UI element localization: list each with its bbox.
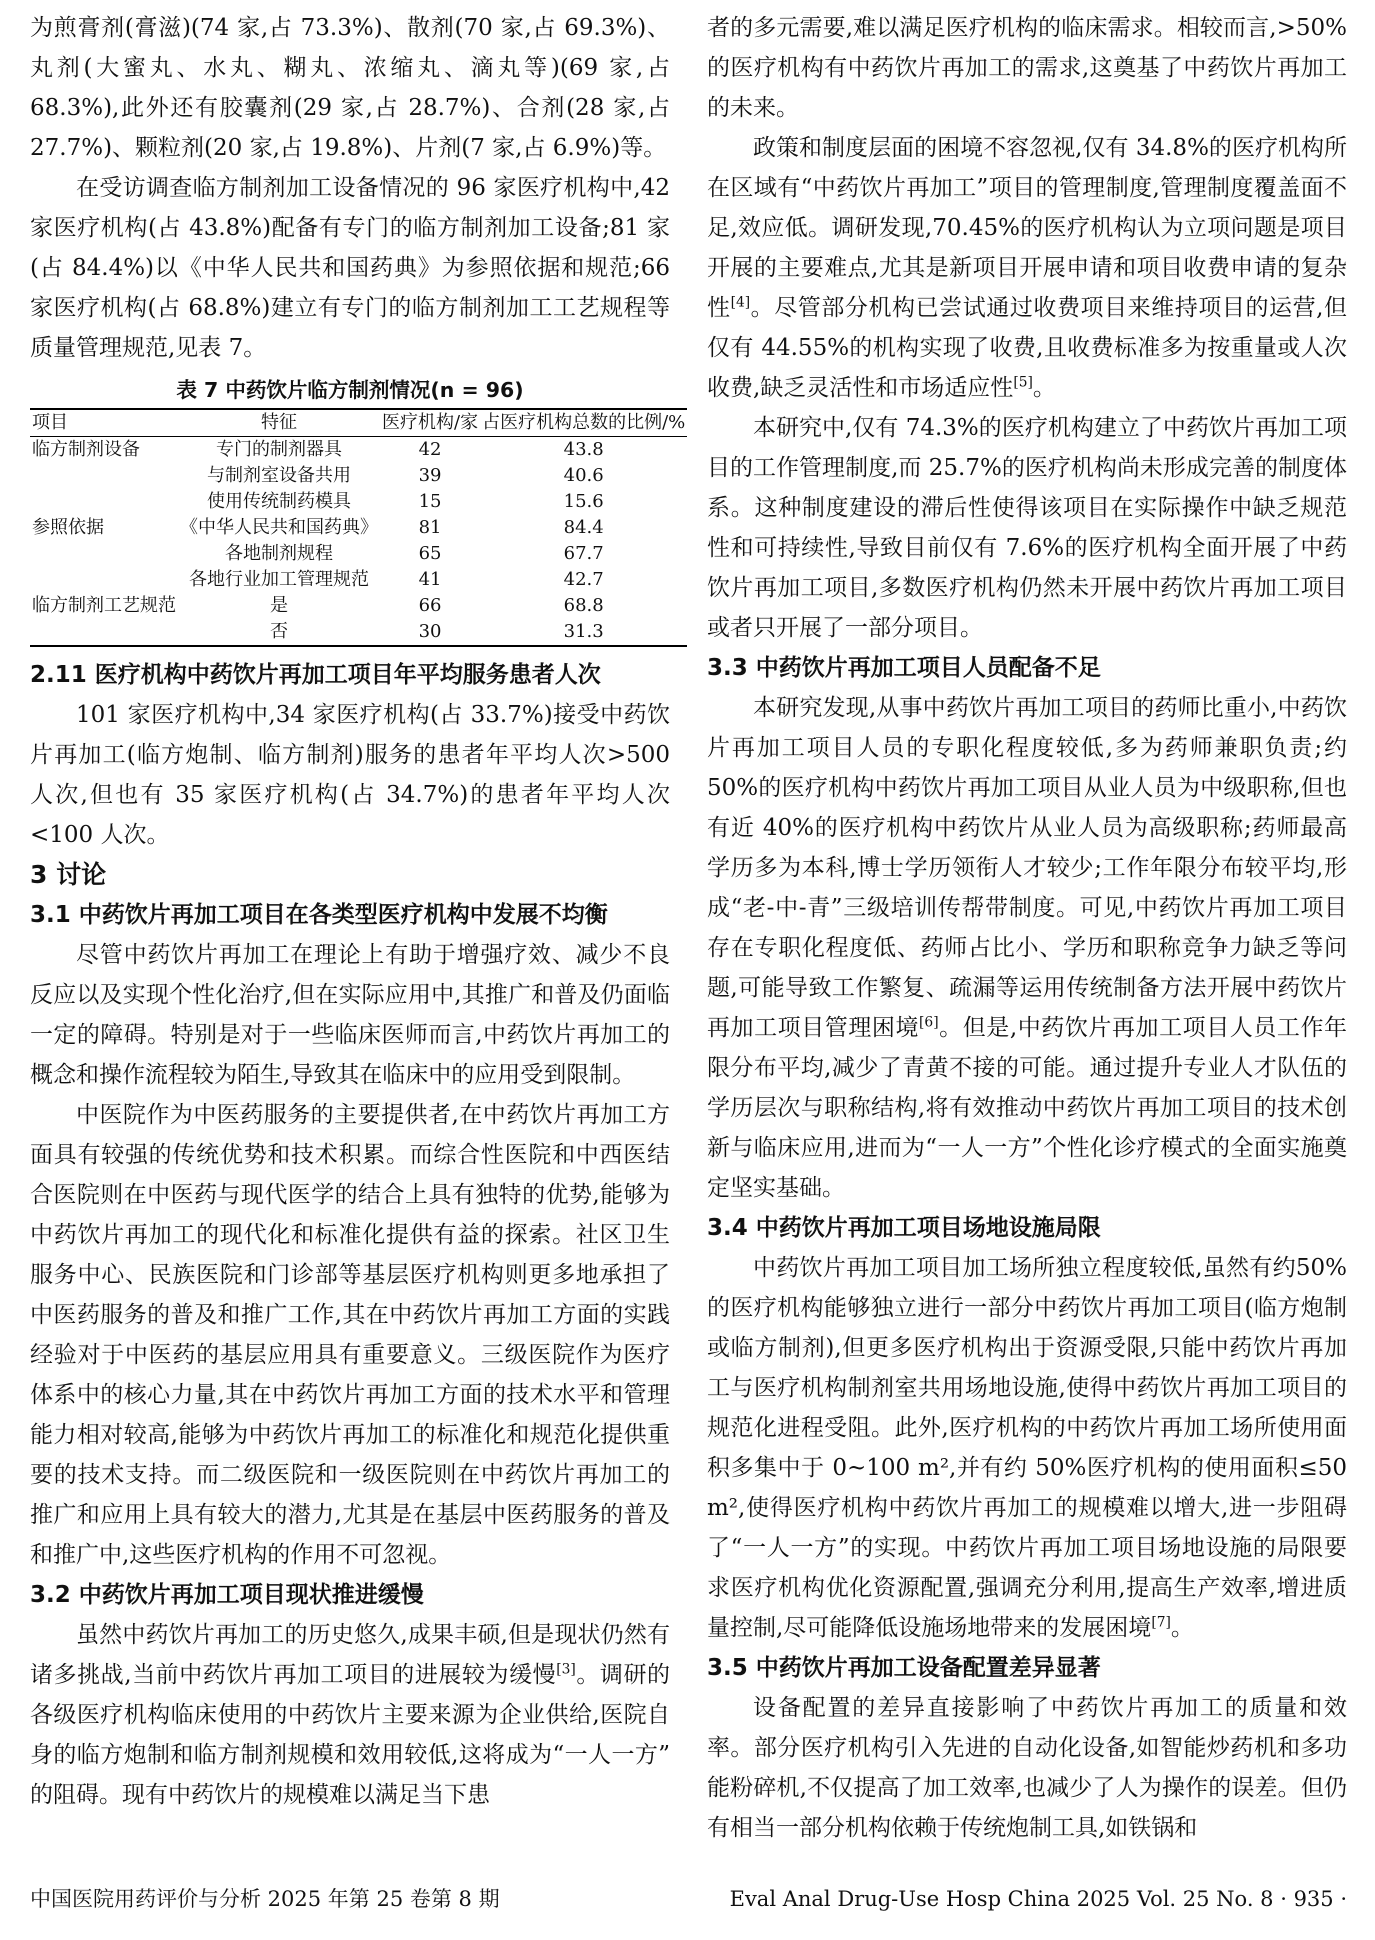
cell-ratio: 15.6 (563, 491, 604, 512)
cell-item (30, 541, 178, 567)
cell-ratio: 42.7 (563, 569, 604, 590)
paragraph-continuation: 者的多元需要,难以满足医疗机构的临床需求。相较而言,>50%的医疗机构有中药饮片再加工的需求,这奠基了中药饮片再加工的未来。 (707, 15, 1347, 121)
paragraph-policy: 政策和制度层面的困境不容忽视,仅有 34.8%的医疗机构所在区域有“中药饮片再加工”项目的管理制度,管理制度覆盖面不足,效应低。调研发现,70.45%的医疗机构认为立项问题是项目开展的主要难点,尤其是新项目开展申请和项目收费申请的复杂性[4]。尽管部分机构已尝试通过收费项目来维持项目的运营,但仅有 44.55%的机构实现了收费,且收费标准多为按重量或人次收费,缺乏灵活性和市场适应性[5]。 (707, 135, 1348, 401)
cell-item (30, 463, 178, 489)
cell-count: 81 (418, 517, 442, 538)
table-row (30, 619, 687, 646)
table-row (30, 489, 687, 515)
two-column-body (30, 8, 1347, 1848)
paragraph-3-5: 设备配置的差异直接影响了中药饮片再加工的质量和效率。部分医疗机构引入先进的自动化设备,如智能炒药机和多功能粉碎机,不仅提高了加工效率,也减少了人为操作的误差。但仍有相当一部分机构依赖于传统炮制工具,如铁锅和 (707, 1695, 1347, 1841)
paragraph-3-1-a: 尽管中药饮片再加工在理论上有助于增强疗效、减少不良反应以及实现个性化治疗,但在实际应用中,其推广和普及仍面临一定的障碍。特别是对于一些临床医师而言,中药饮片再加工的概念和操作流程较为陌生,导致其在临床中的应用受到限制。 (30, 942, 670, 1088)
cell-ratio: 84.4 (563, 517, 604, 538)
paragraph-3-3: 本研究发现,从事中药饮片再加工项目的药师比重小,中药饮片再加工项目人员的专职化程度较低,多为药师兼职负责;约 50%的医疗机构中药饮片再加工项目从业人员为中级职称,但也有近 40%的医疗机构中药饮片从业人员为高级职称;药师最高学历多为本科,博士学历领衔人才较少;工作年限分布较平均,形成“老-中-青”三级培训传帮带制度。可见,中药饮片再加工项目存在专职化程度低、药师占比小、学历和职称竞争力缺乏等问题,可能导致工作繁复、疏漏等运用传统制备方法开展中药饮片再加工项目管理困境[6]。但是,中药饮片再加工项目人员工作年限分布平均,减少了青黄不接的可能。通过提升专业人才队伍的学历层次与职称结构,将有效推动中药饮片再加工项目的技术创新与临床应用,进而为“一人一方”个性化诊疗模式的全面实施奠定坚实基础。 (707, 695, 1347, 1201)
paragraph-equipment-survey: 在受访调查临方制剂加工设备情况的 96 家医疗机构中,42 家医疗机构(占 43.8%)配备有专门的临方制剂加工设备;81 家(占 84.4%)以《中华人民共和国药典》为参照依据和规范;66 家医疗机构(占 68.8%)建立有专门的临方制剂加工工艺规程等质量管理规范,见表 7。 (30, 175, 670, 361)
cell-count: 39 (418, 465, 442, 486)
section-heading-2-11: 2.11 医疗机构中药饮片再加工项目年平均服务患者人次 (30, 662, 601, 688)
cell-feature: 使用传统制药模具 (207, 491, 351, 512)
cell-ratio: 67.7 (563, 543, 604, 564)
table-row (30, 567, 687, 593)
cell-count: 30 (418, 621, 442, 642)
section-heading-3-3: 3.3 中药饮片再加工项目人员配备不足 (707, 655, 1101, 681)
cell-count: 15 (418, 491, 442, 512)
cell-count: 41 (418, 569, 442, 590)
table7-header-feature: 特征 (261, 412, 297, 433)
table7-header-row (30, 409, 687, 437)
cell-count: 42 (418, 439, 442, 460)
cell-item (30, 567, 178, 593)
paragraph-dosage-forms: 为煎膏剂(膏滋)(74 家,占 73.3%)、散剂(70 家,占 69.3%)、丸剂(大蜜丸、水丸、糊丸、浓缩丸、滴丸等)(69 家,占 68.3%),此外还有胶囊剂(29 家,占 28.7%)、合剂(28 家,占 27.7%)、颗粒剂(20 家,占 19.8%)、片剂(7 家,占 6.9%)等。 (30, 15, 670, 161)
section-heading-3-4: 3.4 中药饮片再加工项目场地设施局限 (707, 1215, 1101, 1241)
table7-header-count: 医疗机构/家 (382, 412, 479, 433)
table7-header-ratio: 占医疗机构总数的比例/% (482, 412, 686, 433)
cell-item (30, 489, 178, 515)
cell-ratio: 31.3 (563, 621, 604, 642)
cell-feature: 专门的制剂器具 (216, 439, 342, 460)
cell-ratio: 43.8 (563, 439, 604, 460)
cell-item: 临方制剂设备 (32, 439, 140, 460)
cell-ratio: 68.8 (563, 595, 604, 616)
paragraph-2-11: 101 家医疗机构中,34 家医疗机构(占 33.7%)接受中药饮片再加工(临方炮制、临方制剂)服务的患者年平均人次>500 人次,但也有 35 家医疗机构(占 34.7%)的患者年平均人次<100 人次。 (30, 702, 670, 848)
table7 (30, 408, 687, 647)
paragraph-3-4: 中药饮片再加工项目加工场所独立程度较低,虽然有约50%的医疗机构能够独立进行一部分中药饮片再加工项目(临方炮制或临方制剂),但更多医疗机构出于资源受限,只能中药饮片再加工与医疗机构制剂室共用场地设施,使得中药饮片再加工项目的规范化进程受阻。此外,医疗机构的中药饮片再加工场所使用面积多集中于 0~100 m²,并有约 50%医疗机构的使用面积≤50 m²,使得医疗机构中药饮片再加工的规模难以增大,进一步阻碍了“一人一方”的实现。中药饮片再加工项目场地设施的局限要求医疗机构优化资源配置,强调充分利用,提高生产效率,增进质量控制,尽可能降低设施场地带来的发展困境[7]。 (707, 1255, 1347, 1641)
cell-feature: 各地制剂规程 (225, 543, 333, 564)
paragraph-study: 本研究中,仅有 74.3%的医疗机构建立了中药饮片再加工项目的工作管理制度,而 25.7%的医疗机构尚未形成完善的制度体系。这种制度建设的滞后性使得该项目在实际操作中缺乏规范性和可持续性,导致目前仅有 7.6%的医疗机构全面开展了中药饮片再加工项目,多数医疗机构仍然未开展中药饮片再加工项目或者只开展了一部分项目。 (707, 415, 1347, 641)
cell-item: 参照依据 (32, 517, 104, 538)
cell-ratio: 40.6 (563, 465, 604, 486)
left-column (30, 8, 686, 1848)
section-heading-3-2: 3.2 中药饮片再加工项目现状推进缓慢 (30, 1582, 424, 1608)
cell-item: 临方制剂工艺规范 (32, 595, 176, 616)
footer-journal-en-page: Eval Anal Drug-Use Hosp China 2025 Vol. 25 No. 8 · 935 · (729, 1887, 1347, 1911)
paragraph-3-1-b: 中医院作为中医药服务的主要提供者,在中药饮片再加工方面具有较强的传统优势和技术积累。而综合性医院和中西医结合医院则在中医药与现代医学的结合上具有独特的优势,能够为中药饮片再加工的现代化和标准化提供有益的探索。社区卫生服务中心、民族医院和门诊部等基层医疗机构则更多地承担了中医药服务的普及和推广工作,其在中药饮片再加工方面的实践经验对于中医药的基层应用具有重要意义。三级医院作为医疗体系中的核心力量,其在中药饮片再加工方面的技术水平和管理能力相对较高,能够为中药饮片再加工的标准化和规范化提供重要的技术支持。而二级医院和一级医院则在中药饮片再加工的推广和应用上具有较大的潜力,尤其是在基层中医药服务的普及和推广中,这些医疗机构的作用不可忽视。 (30, 1102, 670, 1568)
cell-feature: 与制剂室设备共用 (207, 465, 351, 486)
cell-count: 66 (418, 595, 442, 616)
table-row (30, 515, 687, 541)
table7-header-item: 项目 (32, 412, 68, 433)
section-heading-3: 3 讨论 (30, 860, 107, 889)
cell-feature: 各地行业加工管理规范 (189, 569, 369, 590)
cell-item (30, 619, 178, 646)
table-row (30, 541, 687, 567)
section-heading-3-5: 3.5 中药饮片再加工设备配置差异显著 (707, 1655, 1101, 1681)
section-heading-3-1: 3.1 中药饮片再加工项目在各类型医疗机构中发展不均衡 (30, 902, 608, 928)
cell-count: 65 (418, 543, 442, 564)
table7-title: 表 7 中药饮片临方制剂情况(n = 96) (176, 378, 524, 402)
table-row (30, 437, 687, 464)
cell-feature: 是 (270, 595, 288, 616)
paragraph-3-2: 虽然中药饮片再加工的历史悠久,成果丰硕,但是现状仍然有诸多挑战,当前中药饮片再加工项目的进展较为缓慢[3]。调研的各级医疗机构临床使用的中药饮片主要来源为企业供给,医院自身的临方炮制和临方制剂规模和效用较低,这将成为“一人一方”的阻碍。现有中药饮片的规模难以满足当下患 (30, 1622, 671, 1808)
footer-journal-cn: 中国医院用药评价与分析 2025 年第 25 卷第 8 期 (30, 1887, 500, 1911)
cell-feature: 否 (270, 621, 288, 642)
cell-feature: 《中华人民共和国药典》 (180, 517, 378, 538)
page-footer (30, 1884, 1347, 1914)
table-row (30, 593, 687, 619)
right-column (707, 8, 1347, 1848)
table-row (30, 463, 687, 489)
table7-block (30, 372, 686, 647)
